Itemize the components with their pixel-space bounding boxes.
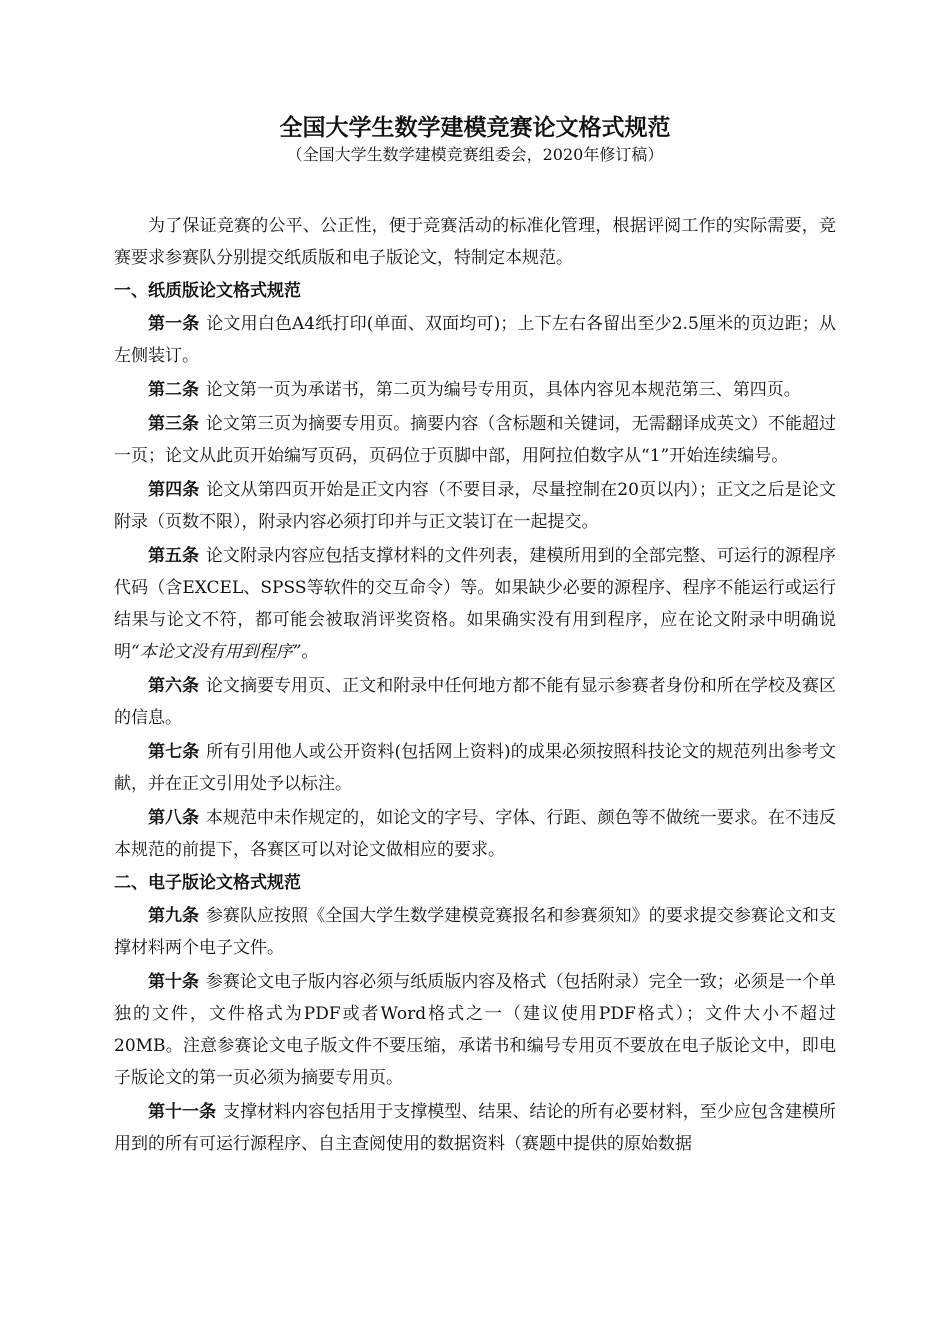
- article-label: 第七条: [148, 742, 200, 762]
- article-2: [114, 374, 836, 406]
- article-4: [114, 474, 836, 538]
- intro-paragraph: 为了保证竞赛的公平、公正性，便于竞赛活动的标准化管理，根据评阅工作的实际需要，竞赛要求参赛队分别提交纸质版和电子版论文，特制定本规范。: [114, 216, 836, 268]
- document-title: 全国大学生数学建模竞赛论文格式规范: [279, 115, 671, 141]
- article-label: 第四条: [148, 480, 200, 500]
- article-label: 第一条: [148, 314, 200, 334]
- article-text: 所有引用他人或公开资料(包括网上资料)的成果必须按照科技论文的规范列出参考文献，并在正文引用处予以标注。: [114, 742, 837, 794]
- article-label: 第八条: [148, 808, 200, 828]
- article-label: 第六条: [148, 676, 200, 696]
- article-label: 第二条: [148, 380, 199, 400]
- document-subtitle: （全国大学生数学建模竞赛组委会，2020年修订稿）: [286, 145, 664, 164]
- article-label: 第十一条: [148, 1102, 217, 1122]
- section-heading-paper: 一、纸质版论文格式规范: [114, 281, 301, 301]
- article-8: [114, 802, 836, 866]
- article-1: [114, 308, 836, 372]
- article-text: 参赛论文电子版内容必须与纸质版内容及格式（包括附录）完全一致；必须是一个单独的文件，文件格式为PDF或者Word格式之一（建议使用PDF格式）；文件大小不超过20MB。注意参赛论文电子版文件不要压缩，承诺书和编号专用页不要放在电子版论文中，即电子版论文的第一页必须为摘要专用页。: [114, 972, 836, 1088]
- article-text: 论文附录内容应包括支撑材料的文件列表，建模所用到的全部完整、可运行的源程序代码（含EXCEL、SPSS等软件的交互命令）等。如果缺少必要的源程序、程序不能运行或运行结果与论文不符，都可能会被取消评奖资格。如果确实没有用到程序，应在论文附录中明确说明: [114, 546, 836, 662]
- article-label: 第九条: [148, 906, 200, 926]
- article-quote: “本论文没有用到程序”: [131, 642, 302, 662]
- article-text: 本规范中未作规定的，如论文的字号、字体、行距、颜色等不做统一要求。在不违反本规范的前提下，各赛区可以对论文做相应的要求。: [114, 808, 836, 860]
- article-text: 论文第三页为摘要专用页。摘要内容（含标题和关键词，无需翻译成英文）不能超过一页；论文从此页开始编写页码，页码位于页脚中部，用阿拉伯数字从“1”开始连续编号。: [114, 414, 836, 466]
- article-text: 参赛队应按照《全国大学生数学建模竞赛报名和参赛须知》的要求提交参赛论文和支撑材料两个电子文件。: [114, 906, 836, 958]
- article-text: 支撑材料内容包括用于支撑模型、结果、结论的所有必要材料，至少应包含建模所用到的所有可运行源程序、自主查阅使用的数据资料（赛题中提供的原始数据: [114, 1102, 836, 1154]
- article-text: 论文用白色A4纸打印(单面、双面均可)；上下左右各留出至少2.5厘米的页边距；从左侧装订。: [114, 314, 836, 366]
- article-10: [114, 966, 836, 1094]
- article-5: [114, 540, 836, 668]
- section-heading-electronic: 二、电子版论文格式规范: [114, 873, 301, 893]
- article-text: 论文摘要专用页、正文和附录中任何地方都不能有显示参赛者身份和所在学校及赛区的信息。: [114, 676, 836, 728]
- article-label: 第五条: [148, 546, 200, 566]
- article-text: 论文从第四页开始是正文内容（不要目录，尽量控制在20页以内）；正文之后是论文附录（页数不限），附录内容必须打印并与正文装订在一起提交。: [114, 480, 836, 532]
- article-label: 第三条: [148, 414, 200, 434]
- article-11: [114, 1096, 836, 1160]
- article-6: [114, 670, 836, 734]
- article-tail: 。: [301, 642, 319, 662]
- article-9: [114, 900, 836, 964]
- article-7: [114, 736, 836, 800]
- article-text: 论文第一页为承诺书，第二页为编号专用页，具体内容见本规范第三、第四页。: [205, 380, 801, 400]
- article-3: [114, 408, 836, 472]
- article-label: 第十条: [148, 972, 200, 992]
